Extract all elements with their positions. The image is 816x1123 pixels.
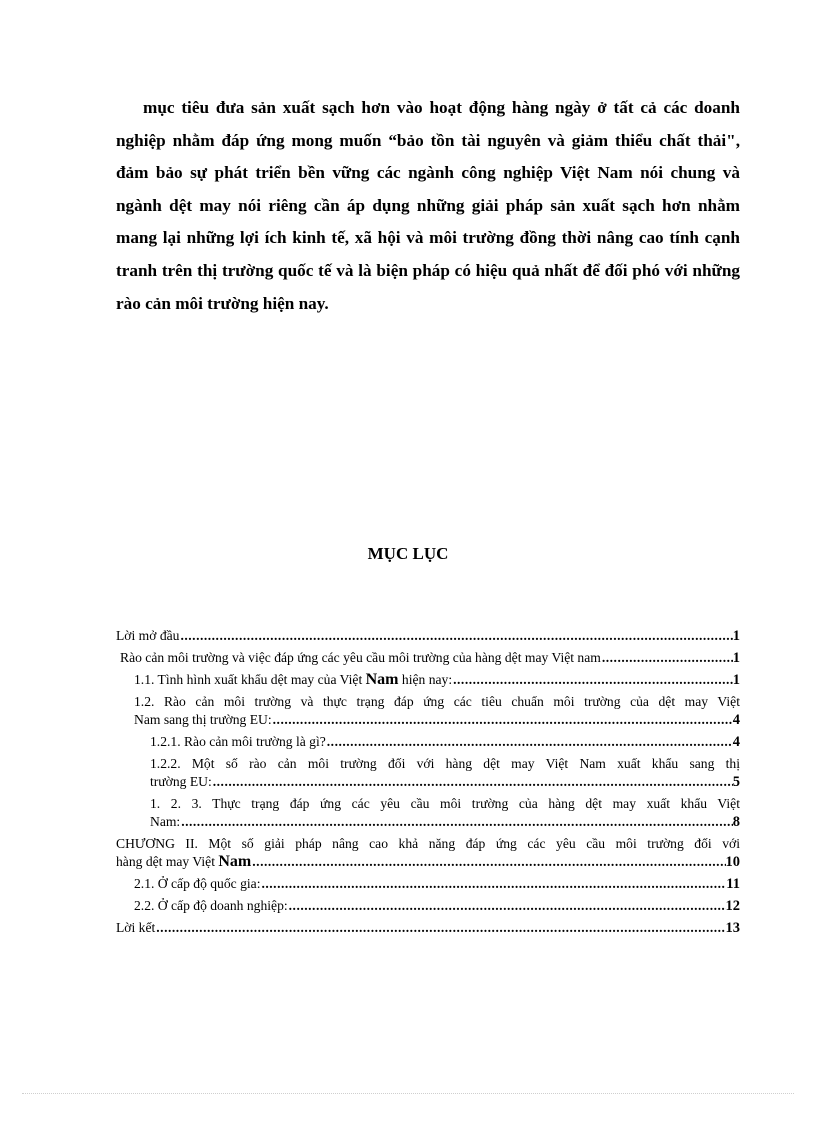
dot-leader bbox=[326, 732, 733, 752]
dot-leader bbox=[272, 710, 733, 730]
toc-entry-chuong-2[interactable] bbox=[116, 834, 740, 874]
toc-page-number: 1 bbox=[732, 628, 740, 644]
dot-leader bbox=[179, 626, 732, 646]
toc-page-number: 1 bbox=[732, 650, 740, 666]
toc-page-number: 5 bbox=[732, 774, 740, 790]
toc-page-number: 4 bbox=[732, 734, 740, 750]
toc-title: MỤC LỤC bbox=[367, 544, 449, 563]
toc-page-number: 1 bbox=[732, 672, 740, 688]
dot-leader bbox=[251, 852, 725, 872]
toc-entry-text: 1.2.1. Rào cản môi trường là gì? bbox=[150, 734, 326, 749]
toc-entry-text: Lời kết bbox=[116, 920, 156, 935]
toc-entry-text: Nam: bbox=[150, 814, 181, 829]
dot-leader bbox=[212, 772, 733, 792]
footer-divider bbox=[22, 1093, 794, 1094]
toc-entry-text: hàng dệt may Việt bbox=[116, 854, 219, 869]
toc-entry-1-1[interactable] bbox=[116, 670, 740, 692]
toc-entry-1-2-3[interactable] bbox=[116, 794, 740, 834]
toc-entry-text-line: 1.2.2. Một số rào cản môi trường đối với hàng dệt may Việt Nam xuất khẩu sang thị bbox=[150, 756, 740, 771]
toc-entry-1-2-2[interactable] bbox=[116, 754, 740, 794]
dot-leader bbox=[452, 670, 733, 690]
toc-page-number: 13 bbox=[725, 920, 740, 936]
toc-entry-chuong-1[interactable] bbox=[116, 648, 740, 670]
toc-entry-text-emphasis: Nam bbox=[218, 853, 252, 870]
toc-entry-loi-ket[interactable] bbox=[116, 918, 740, 940]
toc-entry-text: Nam sang thị trường EU: bbox=[134, 712, 272, 727]
toc-page-number: 11 bbox=[726, 876, 740, 892]
toc-entry-loi-mo-dau[interactable] bbox=[116, 626, 740, 648]
dot-leader bbox=[155, 918, 725, 938]
body-paragraph: mục tiêu đưa sản xuất sạch hơn vào hoạt động hàng ngày ở tất cả các doanh nghiệp nhằm đáp ứng mong muốn “bảo tồn tài nguyên và giảm thiểu chất thải", đảm bảo sự phát triển bền vững các ngành công nghiệp Việt Nam nói chung và ngành dệt may nói riêng cần áp dụng những giải pháp sản xuất sạch hơn nhằm mang lại những lợi ích kinh tế, xã hội và môi trường đồng thời nâng cao tính cạnh tranh trên thị trường quốc tế và là biện pháp có hiệu quả nhất để đối phó với những rào cản môi trường hiện nay. bbox=[116, 98, 740, 313]
dot-leader bbox=[288, 896, 726, 916]
toc-entry-1-2-1[interactable] bbox=[116, 732, 740, 754]
toc-entry-text: trường EU: bbox=[150, 774, 212, 789]
toc-entry-1-2[interactable] bbox=[116, 692, 740, 732]
toc-entry-text: Lời mở đầu bbox=[116, 628, 180, 643]
toc-entry-text-line: 1. 2. 3. Thực trạng đáp ứng các yêu cầu môi trường của hàng dệt may xuất khẩu Việt bbox=[150, 796, 740, 811]
toc-page-number: 12 bbox=[725, 898, 740, 914]
toc-entry-text: Rào cản môi trường và việc đáp ứng các yêu cầu môi trường của hàng dệt may Việt nam bbox=[120, 650, 601, 665]
toc-entry-text-line: CHƯƠNG II. Một số giải pháp nâng cao khả năng đáp ứng các yêu cầu môi trường đối với bbox=[116, 836, 740, 851]
toc-page-number: 10 bbox=[725, 854, 740, 870]
dot-leader bbox=[260, 874, 726, 894]
toc-page-number: 8 bbox=[732, 814, 740, 830]
dot-leader bbox=[180, 812, 733, 832]
toc-entry-text-emphasis: Nam bbox=[365, 671, 399, 688]
toc-entry-text: 2.1. Ở cấp độ quốc gia: bbox=[134, 876, 261, 891]
toc-entry-text: hiện nay: bbox=[398, 672, 453, 687]
toc-entry-2-2[interactable] bbox=[116, 896, 740, 918]
dot-leader bbox=[601, 648, 733, 668]
toc-entry-2-1[interactable] bbox=[116, 874, 740, 896]
toc-entry-text: 2.2. Ở cấp độ doanh nghiệp: bbox=[134, 898, 288, 913]
toc-page-number: 4 bbox=[732, 712, 740, 728]
toc-entry-text-line: 1.2. Rào cản môi trường và thực trạng đáp ứng các tiêu chuẩn môi trường của dệt may Việt bbox=[134, 694, 740, 709]
toc-entry-text: 1.1. Tình hình xuất khẩu dệt may của Việt bbox=[134, 672, 366, 687]
table-of-contents bbox=[116, 626, 740, 940]
